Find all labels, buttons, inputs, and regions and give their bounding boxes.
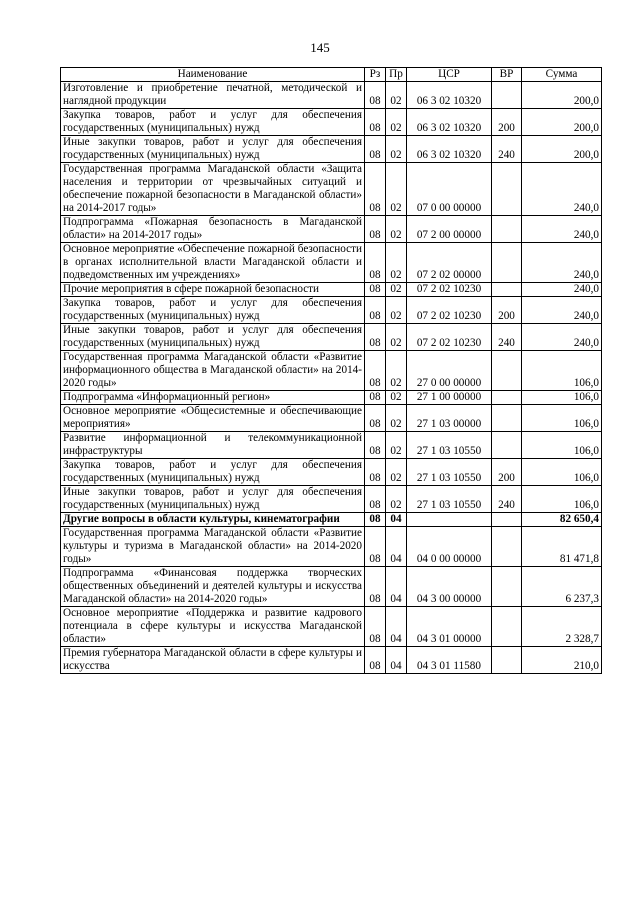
cell-csr: 06 3 02 10320	[407, 82, 492, 109]
cell-csr: 07 2 02 10230	[407, 324, 492, 351]
table-row	[61, 647, 602, 674]
cell-rz: 08	[365, 432, 386, 459]
cell-sum: 106,0	[522, 432, 602, 459]
table-row	[61, 109, 602, 136]
cell-sum: 240,0	[522, 243, 602, 283]
table-row	[61, 216, 602, 243]
table-row	[61, 391, 602, 405]
header-vr: ВР	[492, 68, 522, 82]
cell-rz: 08	[365, 486, 386, 513]
cell-csr: 27 0 00 00000	[407, 351, 492, 391]
cell-sum: 81 471,8	[522, 527, 602, 567]
page-number: 145	[310, 40, 330, 55]
cell-pr: 02	[386, 405, 407, 432]
cell-vr	[492, 405, 522, 432]
cell-sum: 2 328,7	[522, 607, 602, 647]
cell-pr: 02	[386, 216, 407, 243]
cell-sum: 200,0	[522, 136, 602, 163]
table-row	[61, 136, 602, 163]
cell-vr	[492, 607, 522, 647]
cell-sum: 210,0	[522, 647, 602, 674]
budget-table	[60, 67, 602, 674]
cell-name: Основное мероприятие «Общесистемные и обеспечивающие мероприятия»	[61, 405, 365, 432]
cell-sum: 106,0	[522, 405, 602, 432]
cell-rz: 08	[365, 243, 386, 283]
cell-sum: 106,0	[522, 391, 602, 405]
cell-name: Иные закупки товаров, работ и услуг для обеспечения государственных (муниципальных) нужд	[61, 324, 365, 351]
cell-name: Прочие мероприятия в сфере пожарной безопасности	[61, 283, 365, 297]
cell-pr: 02	[386, 432, 407, 459]
cell-rz: 08	[365, 163, 386, 216]
table-row	[61, 163, 602, 216]
cell-sum: 82 650,4	[522, 513, 602, 527]
cell-vr	[492, 351, 522, 391]
cell-csr: 07 0 00 00000	[407, 163, 492, 216]
cell-vr	[492, 82, 522, 109]
table-row	[61, 243, 602, 283]
cell-vr	[492, 163, 522, 216]
cell-pr: 02	[386, 486, 407, 513]
header-rz: Рз	[365, 68, 386, 82]
cell-csr: 04 3 00 00000	[407, 567, 492, 607]
cell-rz: 08	[365, 283, 386, 297]
cell-pr: 04	[386, 513, 407, 527]
cell-vr: 200	[492, 109, 522, 136]
cell-vr	[492, 567, 522, 607]
header-name: Наименование	[61, 68, 365, 82]
cell-sum: 240,0	[522, 163, 602, 216]
table-row	[61, 283, 602, 297]
table-row	[61, 607, 602, 647]
cell-csr	[407, 513, 492, 527]
cell-rz: 08	[365, 567, 386, 607]
cell-pr: 02	[386, 283, 407, 297]
cell-sum: 200,0	[522, 109, 602, 136]
cell-csr: 27 1 00 00000	[407, 391, 492, 405]
cell-name: Премия губернатора Магаданской области в сфере культуры и искусства	[61, 647, 365, 674]
cell-rz: 08	[365, 607, 386, 647]
cell-vr	[492, 243, 522, 283]
cell-rz: 08	[365, 459, 386, 486]
cell-sum: 200,0	[522, 82, 602, 109]
cell-pr: 04	[386, 567, 407, 607]
cell-name: Иные закупки товаров, работ и услуг для обеспечения государственных (муниципальных) нужд	[61, 486, 365, 513]
cell-csr: 04 0 00 00000	[407, 527, 492, 567]
cell-rz: 08	[365, 324, 386, 351]
cell-rz: 08	[365, 351, 386, 391]
cell-vr: 200	[492, 297, 522, 324]
cell-vr	[492, 527, 522, 567]
cell-name: Иные закупки товаров, работ и услуг для обеспечения государственных (муниципальных) нужд	[61, 136, 365, 163]
cell-sum: 240,0	[522, 324, 602, 351]
cell-rz: 08	[365, 513, 386, 527]
cell-rz: 08	[365, 405, 386, 432]
cell-sum: 240,0	[522, 283, 602, 297]
cell-vr: 240	[492, 136, 522, 163]
cell-pr: 02	[386, 297, 407, 324]
cell-name: Основное мероприятие «Поддержка и развитие кадрового потенциала в сфере культуры и искусства Магаданской области»	[61, 607, 365, 647]
cell-csr: 27 1 03 00000	[407, 405, 492, 432]
cell-csr: 06 3 02 10320	[407, 109, 492, 136]
cell-name: Государственная программа Магаданской области «Развитие культуры и туризма в Магаданской области» на 2014-2020 годы»	[61, 527, 365, 567]
table-row	[61, 297, 602, 324]
cell-pr: 04	[386, 607, 407, 647]
header-csr: ЦСР	[407, 68, 492, 82]
table-row	[61, 432, 602, 459]
cell-vr	[492, 283, 522, 297]
table-row	[61, 351, 602, 391]
cell-csr: 27 1 03 10550	[407, 486, 492, 513]
cell-sum: 240,0	[522, 216, 602, 243]
cell-csr: 04 3 01 11580	[407, 647, 492, 674]
table-row	[61, 567, 602, 607]
cell-name: Другие вопросы в области культуры, кинематографии	[61, 513, 365, 527]
cell-pr: 02	[386, 82, 407, 109]
cell-rz: 08	[365, 216, 386, 243]
cell-csr: 07 2 00 00000	[407, 216, 492, 243]
cell-name: Закупка товаров, работ и услуг для обеспечения государственных (муниципальных) нужд	[61, 459, 365, 486]
table-row	[61, 513, 602, 527]
cell-rz: 08	[365, 82, 386, 109]
cell-sum: 6 237,3	[522, 567, 602, 607]
cell-name: Закупка товаров, работ и услуг для обеспечения государственных (муниципальных) нужд	[61, 109, 365, 136]
cell-rz: 08	[365, 391, 386, 405]
cell-vr: 240	[492, 324, 522, 351]
cell-pr: 02	[386, 459, 407, 486]
cell-vr	[492, 216, 522, 243]
cell-vr	[492, 647, 522, 674]
cell-csr: 04 3 01 00000	[407, 607, 492, 647]
cell-name: Подпрограмма «Информационный регион»	[61, 391, 365, 405]
cell-pr: 04	[386, 647, 407, 674]
cell-name: Подпрограмма «Пожарная безопасность в Магаданской области» на 2014-2017 годы»	[61, 216, 365, 243]
cell-pr: 02	[386, 243, 407, 283]
cell-sum: 106,0	[522, 351, 602, 391]
cell-sum: 106,0	[522, 486, 602, 513]
cell-vr: 200	[492, 459, 522, 486]
cell-rz: 08	[365, 527, 386, 567]
table-body	[61, 82, 602, 674]
cell-name: Подпрограмма «Финансовая поддержка творческих общественных объединений и деятелей культуры и искусства Магаданской области» на 2014-2020 годы»	[61, 567, 365, 607]
table-row	[61, 405, 602, 432]
cell-vr	[492, 432, 522, 459]
cell-name: Государственная программа Магаданской области «Защита населения и территории от чрезвычайных ситуаций и обеспечение пожарной безопасности в Магаданской области» на 2014-2017 годы»	[61, 163, 365, 216]
header-sum: Сумма	[522, 68, 602, 82]
cell-pr: 02	[386, 163, 407, 216]
cell-csr: 27 1 03 10550	[407, 432, 492, 459]
table-header-row	[61, 68, 602, 82]
cell-rz: 08	[365, 136, 386, 163]
cell-pr: 04	[386, 527, 407, 567]
table-row	[61, 527, 602, 567]
cell-name: Основное мероприятие «Обеспечение пожарной безопасности в органах исполнительной власти Магаданской области и подведомственных им учреждениях»	[61, 243, 365, 283]
cell-pr: 02	[386, 391, 407, 405]
cell-name: Государственная программа Магаданской области «Развитие информационного общества в Магаданской области» на 2014-2020 годы»	[61, 351, 365, 391]
cell-name: Развитие информационной и телекоммуникационной инфраструктуры	[61, 432, 365, 459]
cell-name: Закупка товаров, работ и услуг для обеспечения государственных (муниципальных) нужд	[61, 297, 365, 324]
cell-csr: 07 2 02 10230	[407, 283, 492, 297]
cell-csr: 07 2 02 00000	[407, 243, 492, 283]
cell-vr: 240	[492, 486, 522, 513]
cell-rz: 08	[365, 297, 386, 324]
cell-pr: 02	[386, 324, 407, 351]
table-row	[61, 459, 602, 486]
table-row	[61, 82, 602, 109]
cell-csr: 06 3 02 10320	[407, 136, 492, 163]
cell-csr: 07 2 02 10230	[407, 297, 492, 324]
cell-pr: 02	[386, 136, 407, 163]
table-row	[61, 486, 602, 513]
cell-sum: 240,0	[522, 297, 602, 324]
cell-vr	[492, 513, 522, 527]
cell-vr	[492, 391, 522, 405]
cell-csr: 27 1 03 10550	[407, 459, 492, 486]
cell-name: Изготовление и приобретение печатной, методической и наглядной продукции	[61, 82, 365, 109]
cell-rz: 08	[365, 647, 386, 674]
cell-rz: 08	[365, 109, 386, 136]
cell-pr: 02	[386, 109, 407, 136]
cell-pr: 02	[386, 351, 407, 391]
header-pr: Пр	[386, 68, 407, 82]
table-row	[61, 324, 602, 351]
cell-sum: 106,0	[522, 459, 602, 486]
